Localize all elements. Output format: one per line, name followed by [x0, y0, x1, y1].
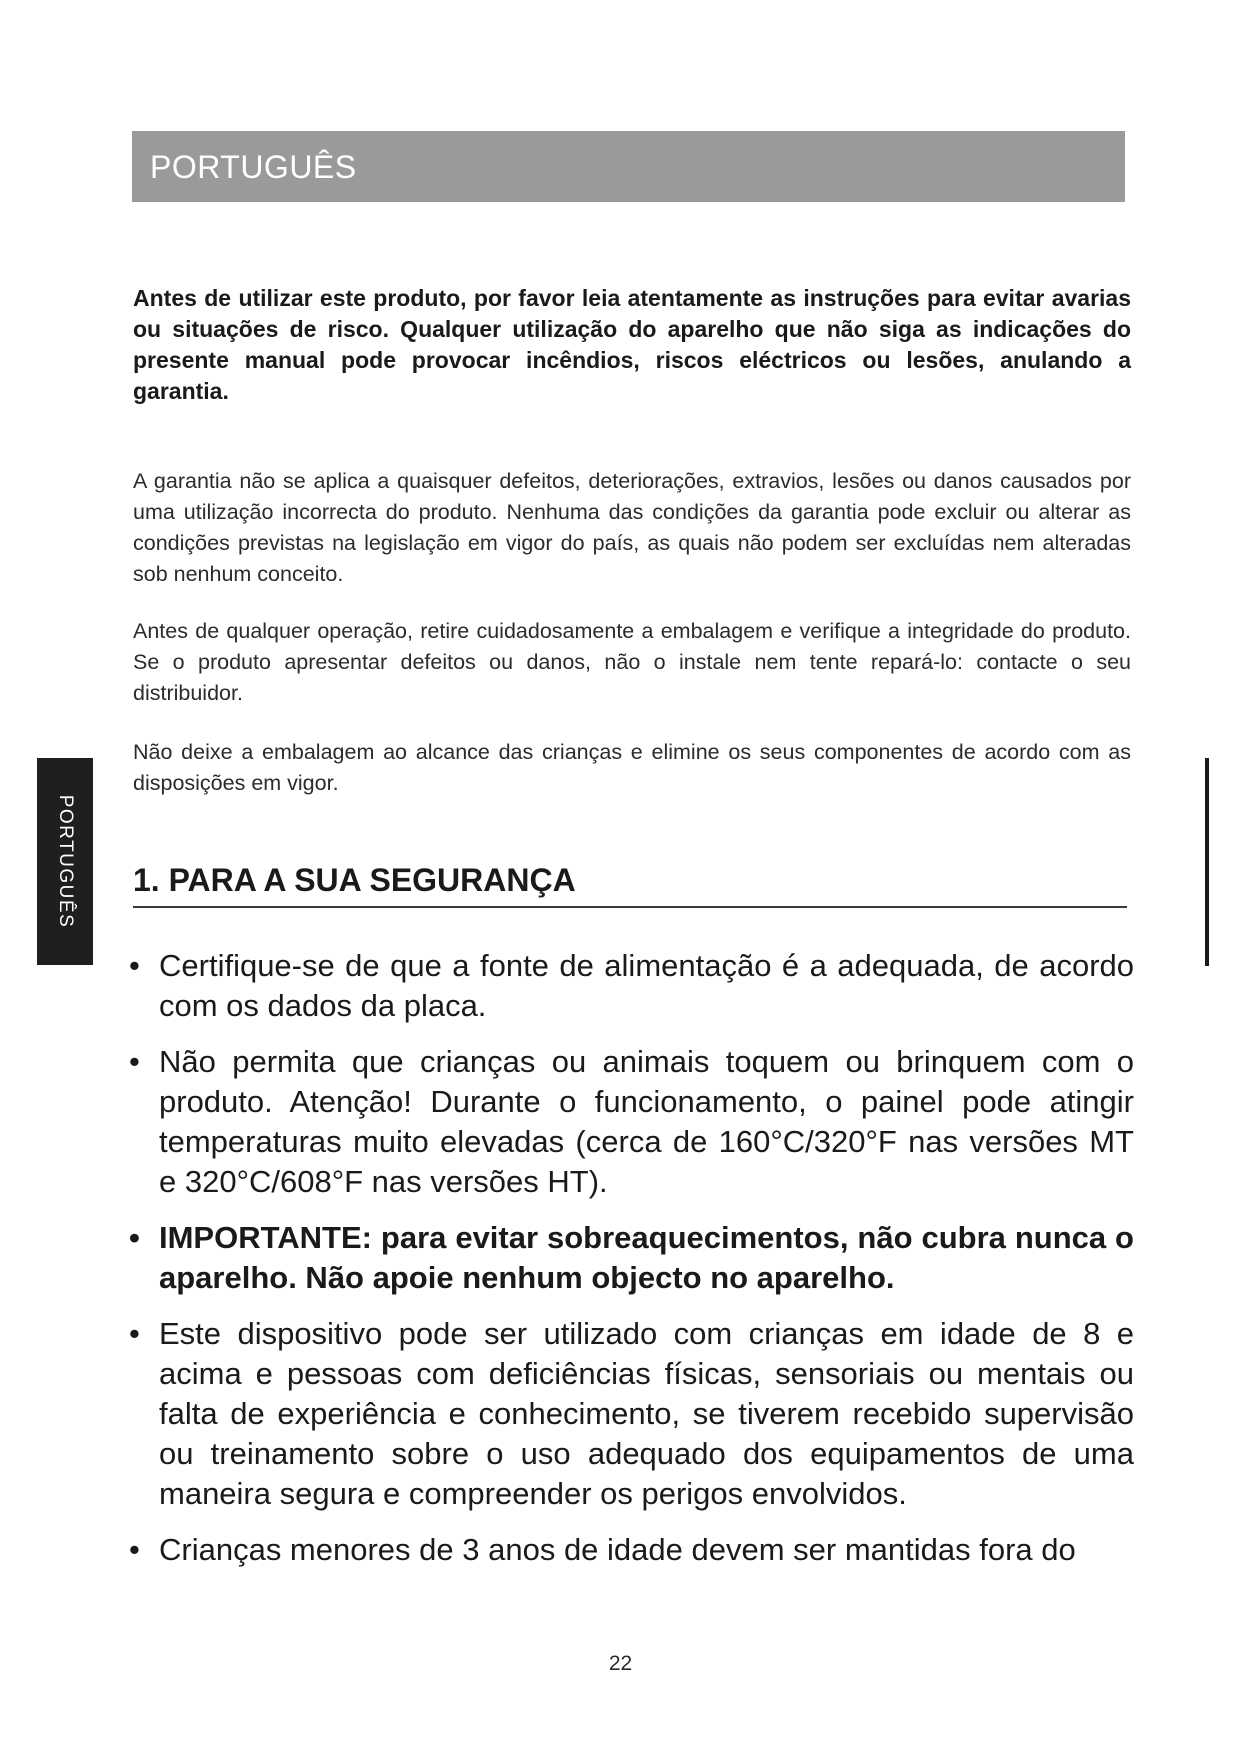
unpacking-paragraph: Antes de qualquer operação, retire cuidadosamente a embalagem e verifique a integridade do produto. Se o produto apresentar defeitos ou danos, não o instale nem tente repará-lo: contacte o seu distribuidor.: [133, 619, 1131, 705]
list-item: • Crianças menores de 3 anos de idade devem ser mantidas fora do: [129, 1530, 1134, 1570]
side-vertical-rule: [1205, 758, 1209, 966]
intro-warning: Antes de utilizar este produto, por favor leia atentamente as instruções para evitar avarias ou situações de risco. Qualquer utilização do aparelho que não siga as indicações do presente manual pode provocar incêndios, riscos eléctricos ou lesões, anulando a garantia.: [133, 285, 1131, 404]
list-item: • Não permita que crianças ou animais toquem ou brinquem com o produto. Atenção! Durante o funcionamento, o painel pode atingir temperaturas muito elevadas (cerca de 160°C/320°F nas versões MT e 320°C/608°F nas versões HT).: [129, 1042, 1134, 1202]
warranty-paragraph: A garantia não se aplica a quaisquer defeitos, deteriorações, extravios, lesões ou danos causados por uma utilização incorrecta do produto. Nenhuma das condições da garantia pode excluir ou alterar as condições previstas na legislação em vigor do país, as quais não podem ser excluídas nem alteradas sob nenhum conceito.: [133, 469, 1131, 586]
language-side-tab-label: PORTUGUÊS: [55, 794, 76, 929]
list-item-important: • IMPORTANTE: para evitar sobreaquecimentos, não cubra nunca o aparelho. Não apoie nenhum objecto no aparelho.: [129, 1218, 1134, 1298]
packaging-disposal-paragraph: Não deixe a embalagem ao alcance das crianças e elimine os seus componentes de acordo com as disposições em vigor.: [133, 740, 1131, 795]
language-side-tab: [37, 758, 93, 965]
page-number: 22: [608, 1652, 633, 1675]
list-item: • Certifique-se de que a fonte de alimentação é a adequada, de acordo com os dados da placa.: [129, 946, 1134, 1026]
section-heading: 1. PARA A SUA SEGURANÇA: [133, 862, 1127, 908]
safety-bullet-list: [129, 946, 1134, 1586]
list-item: • Este dispositivo pode ser utilizado com crianças em idade de 8 e acima e pessoas com deficiências físicas, sensoriais ou mentais ou falta de experiência e conhecimento, se tiverem recebido supervisão ou treinamento sobre o uso adequado dos equipamentos de uma maneira segura e compreender os perigos envolvidos.: [129, 1314, 1134, 1514]
language-header-bar: [132, 131, 1125, 202]
language-header-title: PORTUGUÊS: [150, 149, 357, 185]
